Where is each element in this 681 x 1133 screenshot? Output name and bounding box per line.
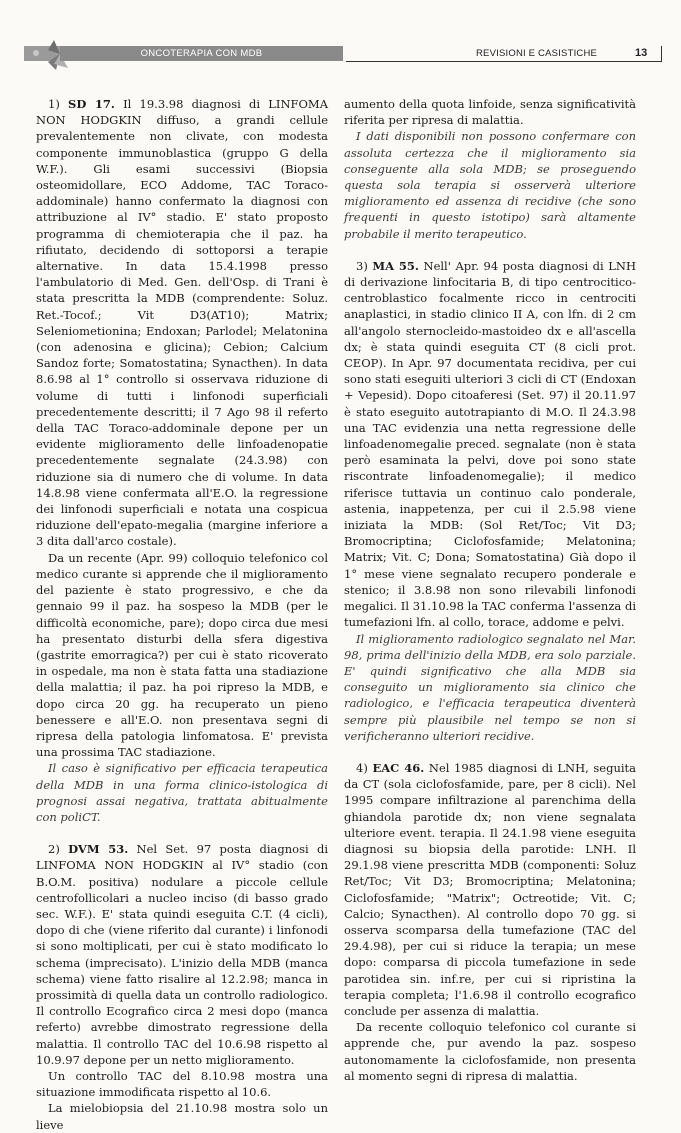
case-3-number: 3) xyxy=(356,258,368,273)
case-2-continued: aumento della quota linfoide, senza significatività riferita per ripresa di malattia. xyxy=(344,97,636,128)
case-3-body: Nell' Apr. 94 posta diagnosi di LNH di derivazione linfocitaria B, di tipo centrocitico-centroblastico focalmente ricco in centrociti anaplastici, in stadio clinico II A, con lfn. di 2 cm all'angolo sternocleido-mastoideo dx e all'ascella dx; è stata quindi eseguita CT (8 cicli prot. CEOP). In Apr. 97 documentata recidiva, per cui sono stati eseguiti ulteriori 3 cicli di CT (Endoxan + Vepesid). Dopo citoaferesi (Set. 97) il 20.11.97 è stato eseguito autotrapianto di M.O. Il 24.3.98 una TAC evidenzia una netta regressione delle linfoadenomegalie preced. segnalate (non è stata però esaminata la pelvi, dove poi sono state riscontrate linfoadenomegalie); il medico riferisce tuttavia un continuo calo ponderale, astenia, inappetenza, per cui il 2.5.98 viene iniziata la MDB: (Sol Ret/Toc; Vit D3; Bromocriptina; Ciclofosfamide; Melatonina; Matrix; Vit. C; Dona; Somatostatina) Già dopo il 1° mese viene segnalato recupero ponderale e stenico; il 3.8.98 non sono rilevabili linfonodi megalici. Il 31.10.98 la TAC conferma l'assenza di tumefazioni lfn. al collo, torace, addome e pelvi. xyxy=(344,258,637,630)
case-2-id: DVM 53. xyxy=(68,842,129,857)
case-4-id: EAC 46. xyxy=(372,760,425,775)
case-3-comment: Il miglioramento radiologico segnalato nel Mar. 98, prima dell'inizio della MDB, era solo parziale. E' quindi significativo che alla MDB sia conseguito un miglioramento sia clinico che radiologico, e l'efficacia terapeutica diventerà sempre più plausibile nel tempo se non si verificheranno ulteriori recidive. xyxy=(344,631,636,743)
case-4-followup: Da recente colloquio telefonico col curante si apprende che, pur avendo la paz. sospeso autonomamente la ciclofosfamide, non presenta al momento segni di ripresa di malattia. xyxy=(344,1020,636,1083)
header-divider xyxy=(661,46,662,62)
page-number: 13 xyxy=(635,47,648,59)
case-2-number: 2) xyxy=(48,842,60,857)
case-1-comment: Il caso è significativo per efficacia terapeutica della MDB in una forma clinico-istologica di prognosi assai negativa, trattata abitualmente con poliCT. xyxy=(36,761,328,824)
case-1-paragraph xyxy=(36,96,328,550)
case-1-followup: Da un recente (Apr. 99) colloquio telefonico col medico curante si apprende che il miglioramento del paziente è stato progressivo, e che da gennaio 99 il paz. ha sospeso la MDB (per le difficoltà economiche, pare); dopo circa due mesi ha presentato disturbi della sfera digestiva (gastrite emorragica?) per cui è stato ricoverato in ospedale, ma non è stata fatta una stadiazione della malattia; il paz. ha poi ripreso la MDB, e dopo circa 20 gg. ha recuperato un pieno benessere e all'E.O. non presentava segni di ripresa della patologia linfomatosa. E' prevista una prossima TAC stadiazione. xyxy=(36,550,328,760)
case-4-number: 4) xyxy=(356,760,368,775)
case-2-followup: Un controllo TAC del 8.10.98 mostra una situazione immodificata rispetto al 10.6. xyxy=(36,1068,328,1100)
header-rule xyxy=(346,61,662,62)
header-category: REVISIONI E CASISTICHE xyxy=(476,48,598,59)
section-title: ONCOTERAPIA CON MDB xyxy=(140,48,263,59)
case-1-id: SD 17. xyxy=(68,97,115,111)
page-header xyxy=(0,0,681,80)
case-2-comment: I dati disponibili non possono confermare con assoluta certezza che il miglioramento sia conseguente alla sola MDB; se proseguendo questa sola terapia si osserverà ulteriore miglioramento ed assenza di recidive (che sono frequenti in questo istotipo) sarà altamente probabile il merito terapeutico. xyxy=(344,129,636,241)
case-4-body: Nel 1985 diagnosi di LNH, seguita da CT (sola ciclofosfamide, pare, per 8 cicli). Nel 1995 compare infiltrazione al parenchima della ghiandola parotide dx; non viene segnalata ulteriore event. terapia. Il 24.1.98 viene eseguita diagnosi su biopsia della parotide: LNH. Il 29.1.98 viene prescritta MDB (componenti: Soluz Ret/Toc; Vit D3; Bromocriptina; Melatonina; Ciclofosfamide; "Matrix"; Octreotide; Vit. C; Calcio; Synacthen). Al controllo dopo 70 gg. si osserva scomparsa della tumefazione (TAC del 29.4.98), per cui si riduce la terapia; un mese dopo: comparsa di piccola tumefazione in sede parotidea sin. inf.re, per cui si ripristina la terapia completa; l'1.6.98 il controllo ecografico conclude per assenza di malattia. xyxy=(344,760,637,1018)
right-column xyxy=(344,96,636,1084)
case-2-body: Nel Set. 97 posta diagnosi di LINFOMA NON HODGKIN al IV° stadio (con B.O.M. positiva) nodulare a piccole cellule centrofollicolari a nucleo inciso (di basso grado sec. W.F.). E' stata quindi eseguita C.T. (4 cicli), dopo di che (viene riferito dal curante) i linfonodi si sono moltiplicati, per cui è stato modificato lo schema (imprecisato). L'inizio della MDB (manca schema) viene fatto risalire al 12.2.98; manca in prossimità di quella data un controllo radiologico. Il controllo Ecografico circa 2 mesi dopo (manca referto) avrebbe dimostrato regressione della malattia. Il controllo TAC del 10.6.98 rispetto al 10.9.97 depone per un netto miglioramento. xyxy=(36,842,329,1067)
section-band xyxy=(60,46,343,61)
left-column xyxy=(36,96,328,1133)
case-1-number: 1) xyxy=(48,97,60,111)
case-2-paragraph xyxy=(36,841,328,1068)
case-4-paragraph xyxy=(344,760,636,1019)
case-3-id: MA 55. xyxy=(372,258,419,273)
case-2-followup-2: La mielobiopsia del 21.10.98 mostra solo un lieve xyxy=(36,1101,328,1132)
case-3-paragraph xyxy=(344,258,636,631)
case-1-body: Il 19.3.98 diagnosi di LINFOMA NON HODGKIN diffuso, a grandi cellule prevalentemente non clivate, con modesta componente immunoblastica (gruppo G della W.F.). Gli esami successivi (Biopsia osteomidollare, ECO Addome, TAC Toraco-addominale) hanno confermato la diagnosi con attribuzione al IV° stadio. E' stato proposto programma di chemioterapia che il paz. ha rifiutato, decidendo di sottoporsi a terapie alternative. In data 15.4.1998 presso l'ambulatorio di Med. Gen. dell'Osp. di Trani è stata prescritta la MDB (comprendente: Soluz. Ret.-Tocof.; Vit D3(AT10); Matrix; Seleniometionina; Endoxan; Parlodel; Melatonina (con adenosina e glicina); Cebion; Calcium Sandoz forte; Somatostatina; Synacthen). In data 8.6.98 al 1° controllo si osservava riduzione di volume di tutti i linfonodi superficiali precedentemente descritti; il 7 Ago 98 il referto della TAC Toraco-addominale depone per un evidente miglioramento delle linfoadenopatie precedentemente segnalate (24.3.98) con riduzione sia di numero che di volume. In data 14.8.98 viene confermata all'E.O. la regressione dei linfonodi superficiali e notata una cospicua riduzione dell'epato-megalia (margine inferiore a 3 dita dall'arco costale). xyxy=(36,97,329,549)
